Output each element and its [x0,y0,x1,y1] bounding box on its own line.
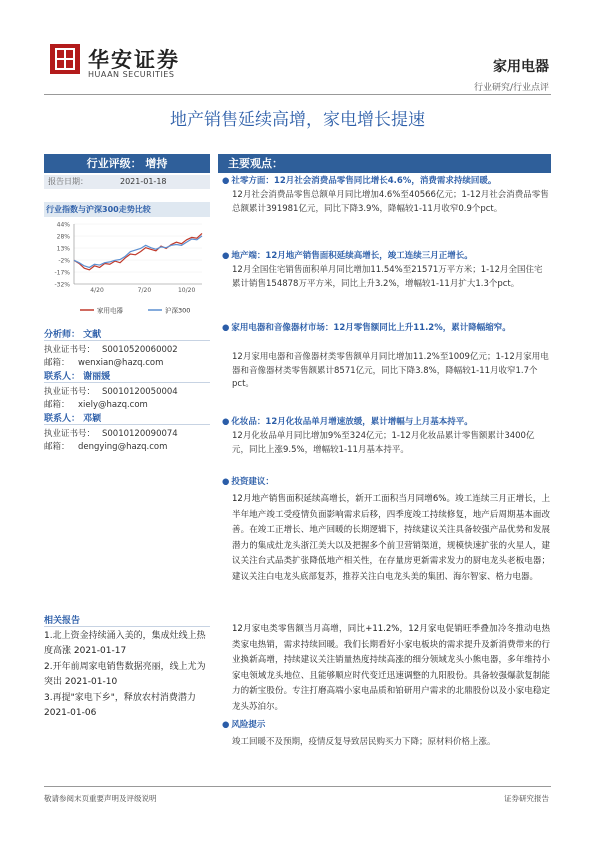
risk-body: 竣工回暖不及预期，疫情反复导致居民购买力下降；原材料价格上涨。 [232,737,496,747]
cert-label: 执业证书号： [44,345,96,355]
y-tick-label: 44% [56,221,70,229]
bullet-icon: ● [222,251,230,261]
point-title [222,416,552,429]
y-tick-label: -17% [54,269,70,277]
advice-title-text: 投资建议： [231,477,274,487]
logo-subtext: HUAAN SECURITIES [88,70,175,79]
advice-paragraph-2: 12月家电类零售额当月高增，同比+11.2%，12月家电促销旺季叠加冷冬推动电热类家电热销，需求持续回暖。我们长期看好小家电板块的需求提升及新消费带来的行业换新高增，持续建议关注销量热度持续高涨的细分领域龙头小熊电器，多年维持小家电领域龙头地位、且能够顺应时代变迁迅速调整的九阳股份。具备较强爆款复制能力的新宝股份。专注打磨高端小家电品质和铂研用户需求的北鼎股份以及小家电稳定龙头苏泊尔。 [232,624,550,712]
analyst-cert [44,343,178,355]
date-label: 报告日期： [48,177,88,186]
date-row [44,175,210,189]
point-title [222,322,552,335]
email-link[interactable]: dengying@hazq.com [78,442,168,452]
series-line [74,233,202,269]
y-tick-label: -2% [58,257,70,265]
header-divider [44,94,551,95]
contact-head: 联系人： 谢丽媛 [44,369,210,383]
related-reports-head: 相关报告 [44,613,210,627]
bullet-icon: ● [222,477,230,487]
email-label: 邮箱： [44,358,70,368]
point-title-text: 地产端：12月地产销售面积延续高增长，竣工连续三月正增长。 [231,251,473,261]
point-body: 12月全国住宅销售面积单月同比增加11.54%至21571万平方米；1-12月全国住宅累计销售154878万平方米，同比上升3.2%，增幅较1-11月扩大1.3个pct。 [232,265,543,289]
date-value: 2021-01-18 [120,177,167,186]
point-title [222,250,552,263]
legend-label: 沪深300 [165,306,191,315]
cert-number: S0010120090074 [102,429,178,439]
chart-svg [44,218,210,322]
advice-title [222,476,552,489]
contact-head: 联系人： 邓颖 [44,411,210,425]
point-title-text: 家用电器和音像器材市场：12月零售额同比上升11.2%，累计降幅缩窄。 [231,323,511,333]
point-body: 12月社会消费品零售总额单月同比增加4.6%至40566亿元；1-12月社会消费品零售总额累计391981亿元，同比下降3.9%，降幅较1-11月收窄0.9个pct。 [232,190,549,214]
contact-cert [44,427,178,439]
page-title: 地产销售延续高增，家电增长提速 [170,110,425,130]
series-line [74,236,202,268]
related-report-item[interactable]: 1.北上资金持续涌入美的，集成灶线上热度高涨 2021-01-17 [44,631,206,656]
footer-disclaimer: 敬请参阅末页重要声明及评级说明 [44,794,157,803]
risk-title-text: 风险提示 [231,720,266,730]
y-tick-label: 28% [56,233,70,241]
related-report-item[interactable]: 2.开年前周家电销售数据亮丽，线上尤为突出 2021-01-10 [44,662,206,687]
related-report-item[interactable]: 3.再提"家电下乡"，释放农村消费潜力 2021-01-06 [44,693,196,718]
legend-label: 家用电器 [97,306,123,315]
email-label: 邮箱： [44,442,70,452]
logo-text: 华安证券 [88,48,180,72]
contact-email [44,440,167,452]
report-type: 行业研究/行业点评 [473,83,549,93]
x-tick-label: 10/20 [177,287,196,294]
x-tick-label: 7/20 [137,287,152,294]
x-tick-label: 4/20 [90,287,104,294]
contact-email [44,398,148,410]
footer-label: 证券研究报告 [504,794,549,803]
point-title-text: 化妆品：12月化妆品单月增速放缓，累计增幅与上月基本持平。 [231,417,473,427]
logo-icon [50,44,80,74]
risk-title [222,719,552,732]
index-chart [44,218,210,322]
point-body: 12月家用电器和音像器材类零售额单月同比增加11.2%至1009亿元；1-12月家用电器和音像器材类零售额累计8571亿元，同比下降3.8%，降幅较1-11月收窄1.7个pct。 [232,352,549,389]
sector-label: 家用电器 [493,59,549,75]
advice-paragraph-1: 12月地产销售面积延续高增长，新开工面积当月同增6%。竣工连续三月正增长，上半年地产竣工受疫情负面影响需求后移，四季度竣工持续修复，地产后周期基本面改善。在竣工正增长、地产回暖的长期逻辑下，持续建议关注具备较强产品优势和发展潜力的集成灶龙头浙江美大以及把握多个前卫营销渠道，规模快速扩张的火星人，建议关注台式品类扩张降低地产相关性，在存量房更新需求发力的厨电龙头老板电器；建议关注白电龙头底部复苏，推荐关注白电龙头美的集团、海尔智家、格力电器。 [232,494,550,582]
y-tick-label: -32% [54,281,70,289]
cert-label: 执业证书号： [44,429,96,439]
y-tick-label: 13% [56,245,70,253]
cert-number: S0010120050004 [102,387,178,397]
bullet-icon: ● [222,323,230,333]
chart-title: 行业指数与沪深300走势比较 [44,202,210,217]
point-title [222,175,552,188]
point-body: 12月化妆品单月同比增加9%至324亿元；1-12月化妆品累计零售额累计3400亿元，同比上涨9.5%，增幅较1-11月基本持平。 [232,431,535,455]
analyst-head: 分析师： 文献 [44,327,210,341]
bullet-icon: ● [222,176,230,186]
key-points-head: 主要观点： [218,154,551,173]
bullet-icon: ● [222,417,230,427]
email-link[interactable]: wenxian@hazq.com [78,358,164,368]
cert-label: 执业证书号： [44,387,96,397]
contact-cert [44,385,178,397]
rating-banner: 行业评级： 增持 [44,154,210,173]
cert-number: S0010520060002 [102,345,178,355]
email-link[interactable]: xiely@hazq.com [78,400,148,410]
bullet-icon: ● [222,720,230,730]
footer-divider [44,786,551,787]
point-title-text: 社零方面：12月社会消费品零售同比增长4.6%，消费需求持续回暖。 [231,176,497,186]
email-label: 邮箱： [44,400,70,410]
analyst-email [44,356,163,368]
